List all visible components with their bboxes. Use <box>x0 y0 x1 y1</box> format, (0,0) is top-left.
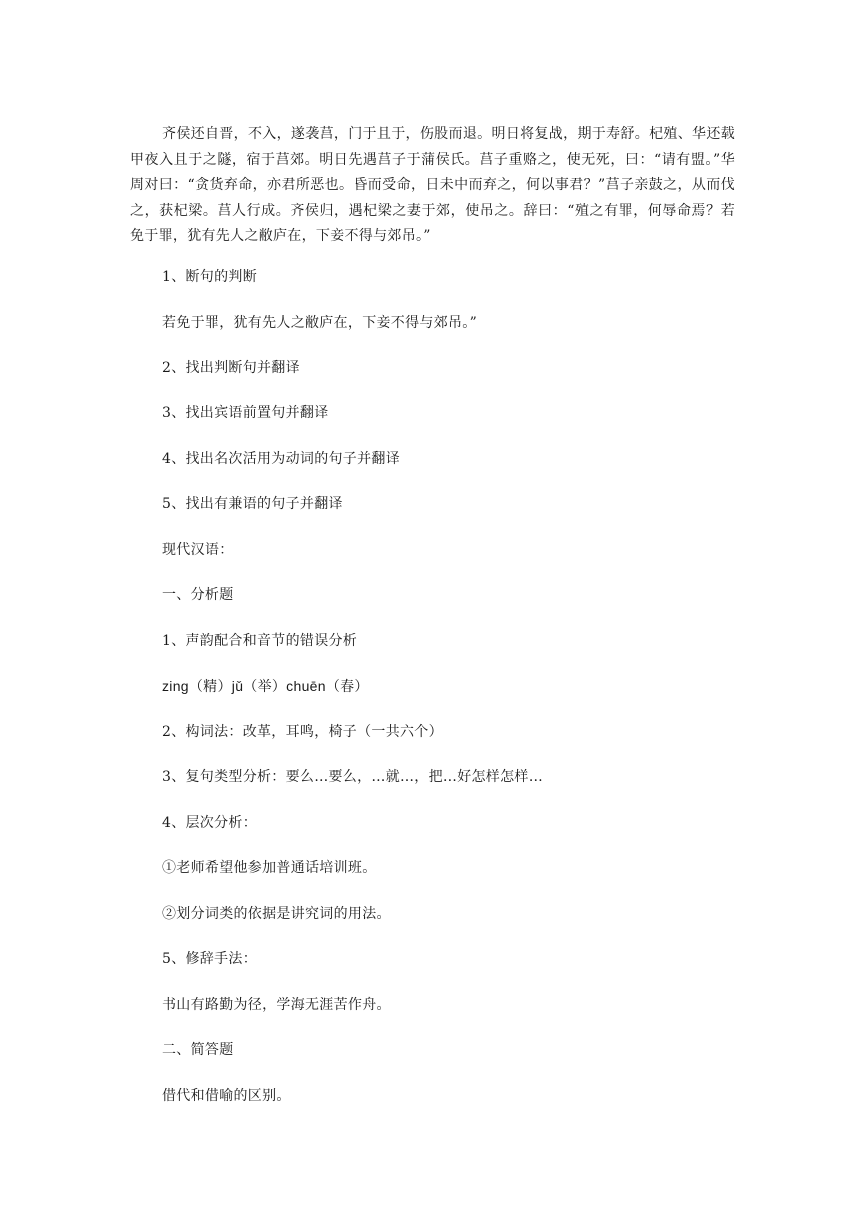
rhetoric-example: 书山有路勤为径，学海无涯苦作舟。 <box>162 997 391 1013</box>
analysis-item-5: 5、修辞手法： <box>162 951 258 967</box>
analysis-item-3: 3、复句类型分析：要么…要么，…就…，把…好怎样怎样… <box>162 769 544 785</box>
question-1-heading: 1、断句的判断 <box>162 269 258 285</box>
question-3-heading: 3、找出宾语前置句并翻译 <box>162 405 329 421</box>
analysis-item-4: 4、层次分析： <box>162 815 258 831</box>
pinyin-examples: zing（精）jǔ（举）chuēn（春） <box>162 678 369 694</box>
short-answer-question: 借代和借喻的区别。 <box>162 1088 291 1104</box>
analysis-item-2: 2、构词法：改革，耳鸣，椅子（一共六个） <box>162 724 443 740</box>
section-analysis-heading: 一、分析题 <box>162 587 234 603</box>
section-short-answer-heading: 二、简答题 <box>162 1042 234 1058</box>
question-2-heading: 2、找出判断句并翻译 <box>162 360 300 376</box>
question-4-heading: 4、找出名次活用为动词的句子并翻译 <box>162 451 401 467</box>
intro-paragraph: 齐侯还自晋，不入，遂袭莒，门于且于，伤股而退。明日将复战，期于寿舒。杞殖、华还载甲夜入且于之隧，宿于莒郊。明日先遇莒子于蒲侯氏。莒子重赂之，使无死，曰：“请有盟。”华周对曰：“贪货弃命，亦君所恶也。昏而受命，日未中而弃之，何以事君？”莒子亲鼓之，从而伐之，获杞梁。莒人行成。齐侯归，遇杞梁之妻于郊，使吊之。辞曰：“殖之有罪，何辱命焉？若免于罪，犹有先人之敝庐在，下妾不得与郊吊。” <box>130 126 735 245</box>
section-modern-chinese: 现代汉语： <box>162 542 234 558</box>
question-1-text: 若免于罪，犹有先人之敝庐在，下妾不得与郊吊。” <box>162 315 478 331</box>
analysis-item-1: 1、声韵配合和音节的错误分析 <box>162 633 358 649</box>
layer-example-1: ①老师希望他参加普通话培训班。 <box>162 860 377 876</box>
layer-example-2: ②划分词类的依据是讲究词的用法。 <box>162 906 391 922</box>
question-5-heading: 5、找出有兼语的句子并翻译 <box>162 496 343 512</box>
